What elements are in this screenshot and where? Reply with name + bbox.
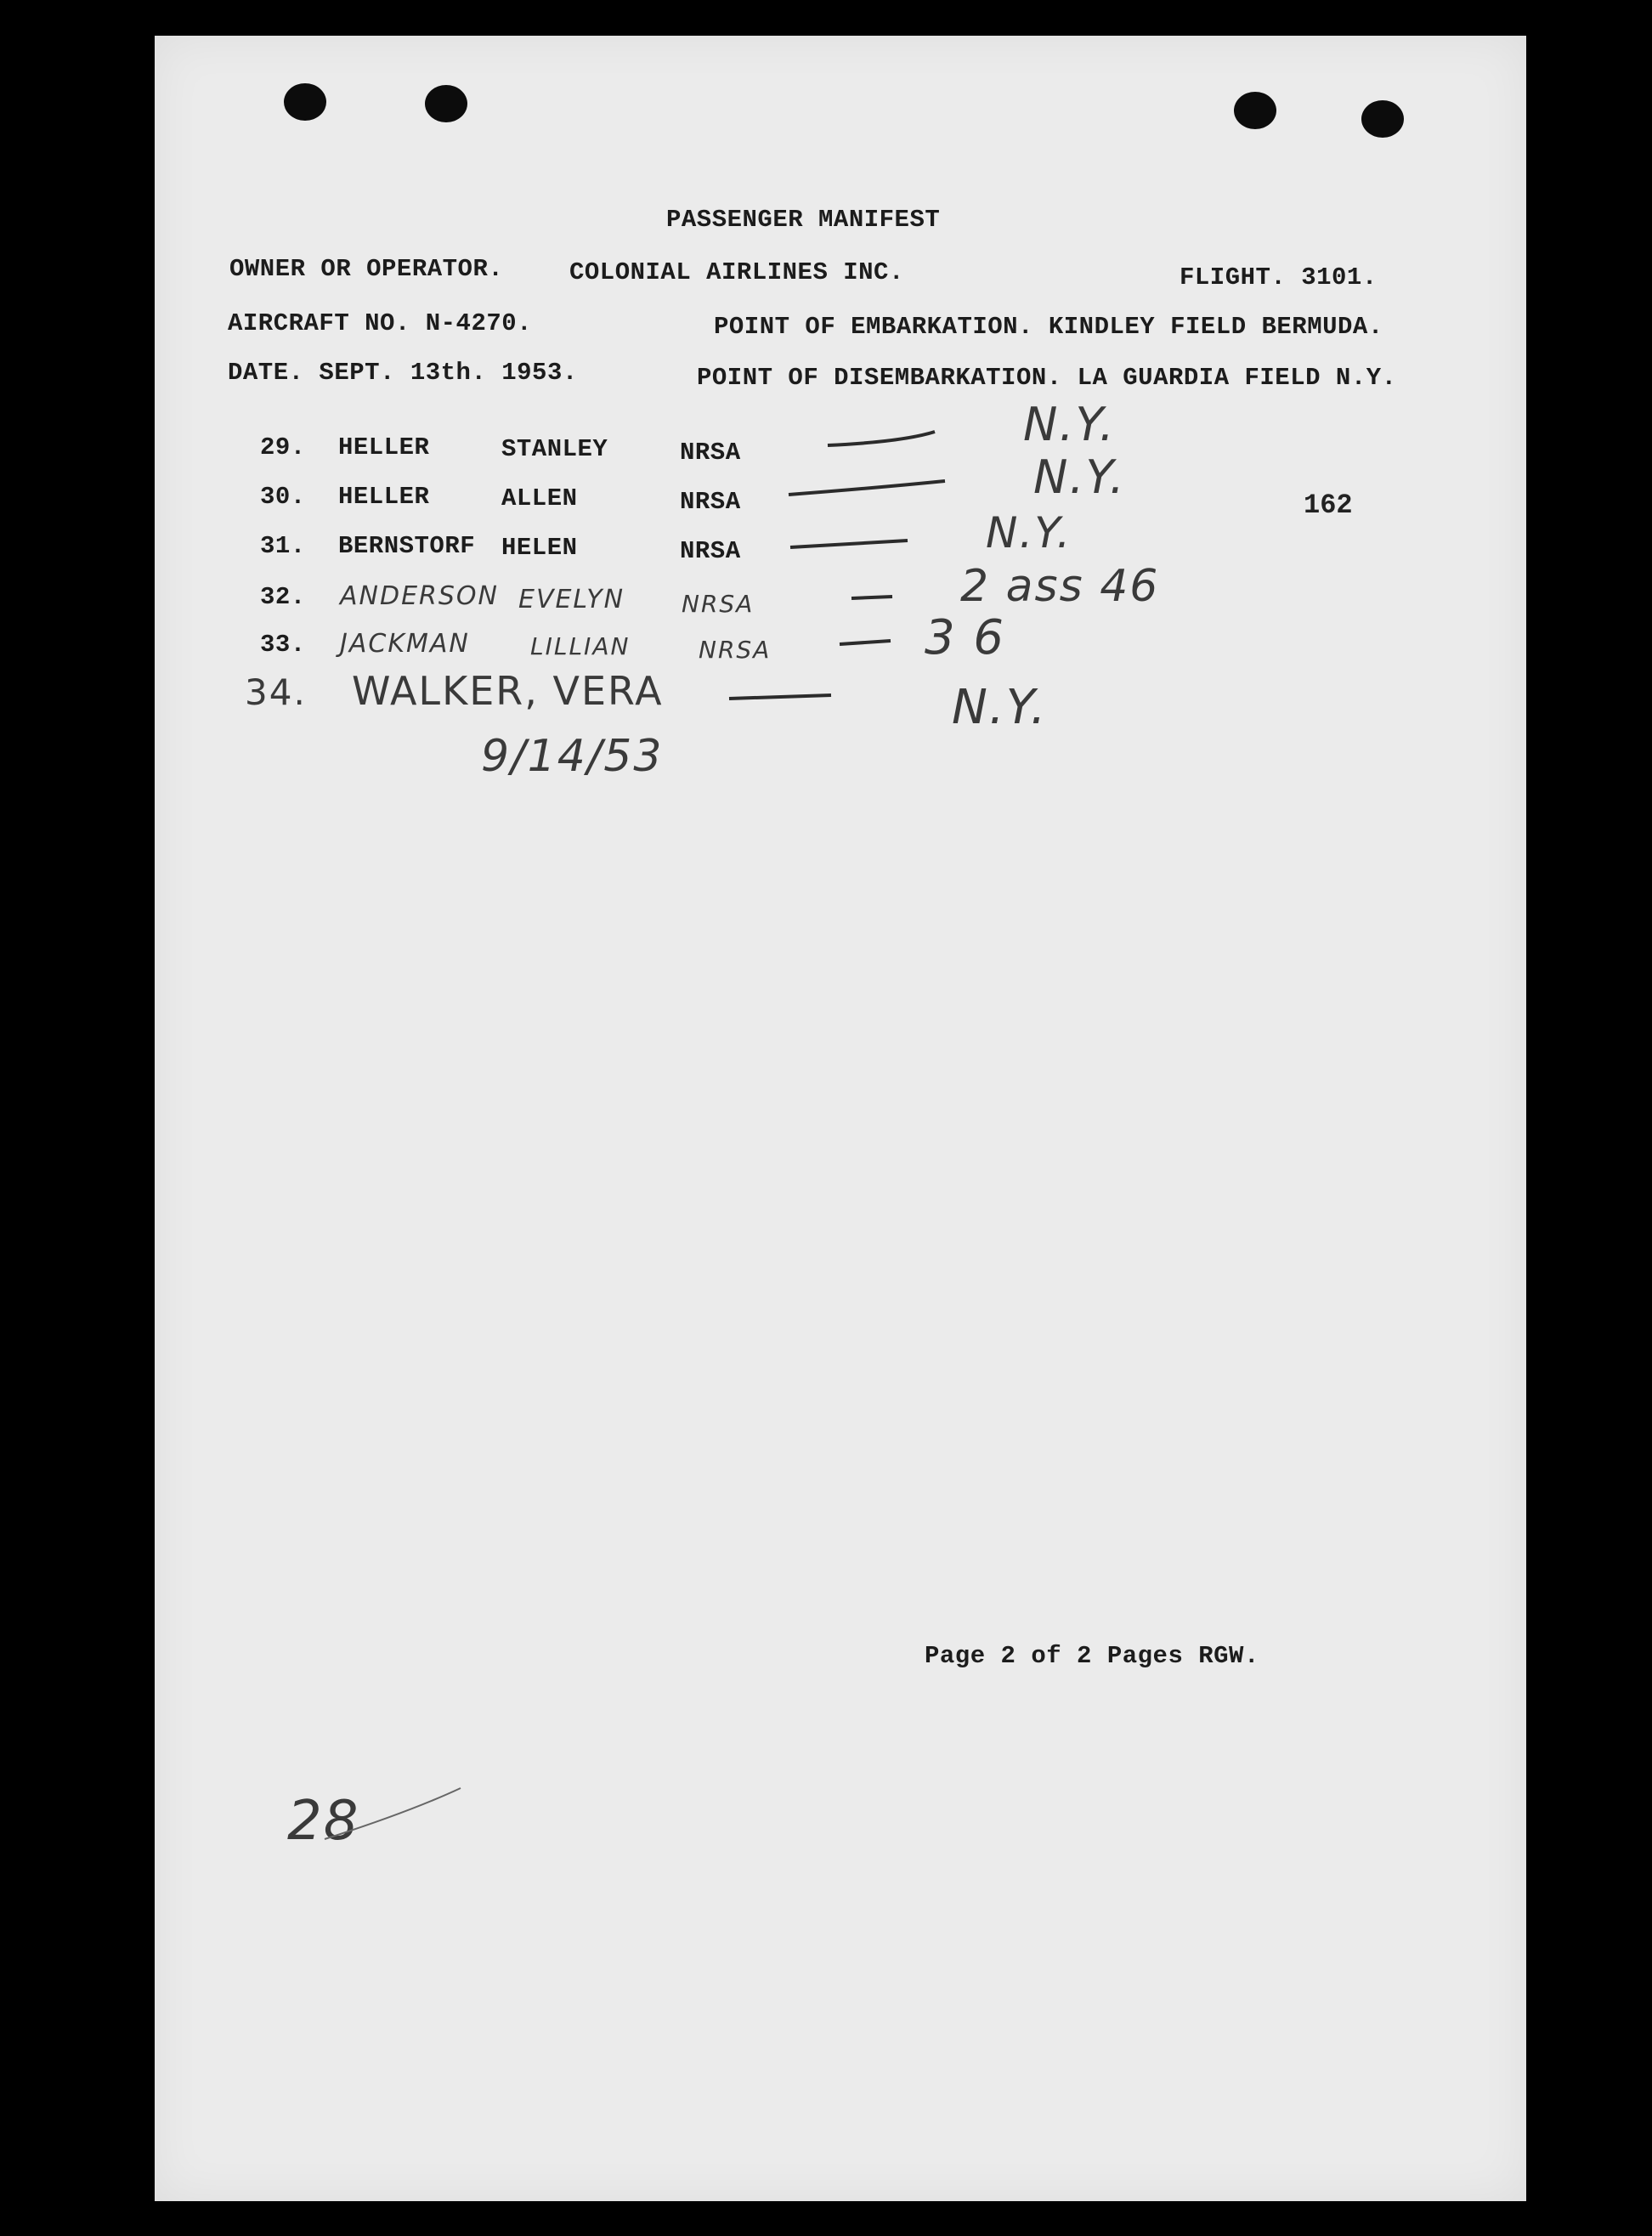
passenger-num: 33. <box>260 631 306 659</box>
point-of-disembarkation: POINT OF DISEMBARKATION. LA GUARDIA FIELD N.Y. <box>697 364 1397 392</box>
handwritten-entry-name: WALKER, VERA <box>352 668 664 714</box>
passenger-destination: 2 ass 46 <box>960 561 1160 612</box>
passenger-num: 32. <box>260 583 306 611</box>
dash-mark <box>851 597 892 598</box>
passenger-status: NRSA <box>680 439 741 467</box>
handwritten-entry-date: 9/14/53 <box>481 731 664 782</box>
passenger-surname: HELLER <box>338 483 430 511</box>
manifest-sheet <box>155 36 1526 2201</box>
dash-mark <box>729 695 831 699</box>
owner-label: OWNER OR OPERATOR. <box>229 255 504 283</box>
passenger-surname: ANDERSON <box>340 581 499 611</box>
passenger-given: EVELYN <box>518 585 625 614</box>
passenger-given: HELEN <box>501 534 578 562</box>
handwritten-entry-destination: N.Y. <box>952 680 1048 735</box>
bottom-handwritten-mark: 28 <box>287 1790 360 1853</box>
passenger-destination: N.Y. <box>986 508 1072 558</box>
passenger-given: STANLEY <box>501 435 608 463</box>
manifest-title: PASSENGER MANIFEST <box>666 206 941 234</box>
passenger-num: 29. <box>260 433 306 461</box>
pen-stroke <box>325 1788 461 1839</box>
passenger-destination: N.Y. <box>1023 398 1116 451</box>
passenger-status: NRSA <box>699 636 772 664</box>
dash-mark <box>840 641 891 644</box>
page-footer: Page 2 of 2 Pages RGW. <box>925 1642 1259 1670</box>
flight-number: FLIGHT. 3101. <box>1180 263 1378 292</box>
dash-mark <box>828 432 935 445</box>
passenger-num: 30. <box>260 483 306 511</box>
handwritten-entry-num: 34. <box>245 671 307 713</box>
owner-value: COLONIAL AIRLINES INC. <box>569 258 904 286</box>
passenger-status: NRSA <box>680 488 741 516</box>
passenger-status: NRSA <box>680 537 741 565</box>
passenger-surname: JACKMAN <box>340 629 470 659</box>
passenger-given: ALLEN <box>501 484 578 512</box>
passenger-status: NRSA <box>682 590 755 618</box>
dash-mark <box>790 541 908 547</box>
manifest-date: DATE. SEPT. 13th. 1953. <box>228 359 578 387</box>
passenger-num: 31. <box>260 532 306 560</box>
dash-mark <box>789 481 945 495</box>
handwritten-dashes <box>155 36 1526 2201</box>
passenger-surname: HELLER <box>338 433 430 461</box>
passenger-destination: 3 6 <box>925 610 1006 665</box>
passenger-given: LILLIAN <box>530 632 631 660</box>
point-of-embarkation: POINT OF EMBARKATION. KINDLEY FIELD BERMUDA. <box>714 313 1383 341</box>
passenger-destination: N.Y. <box>1033 450 1126 504</box>
page-number-stamp: 162 <box>1304 490 1353 521</box>
aircraft-number: AIRCRAFT NO. N-4270. <box>228 309 533 337</box>
passenger-surname: BERNSTORF <box>338 532 476 560</box>
